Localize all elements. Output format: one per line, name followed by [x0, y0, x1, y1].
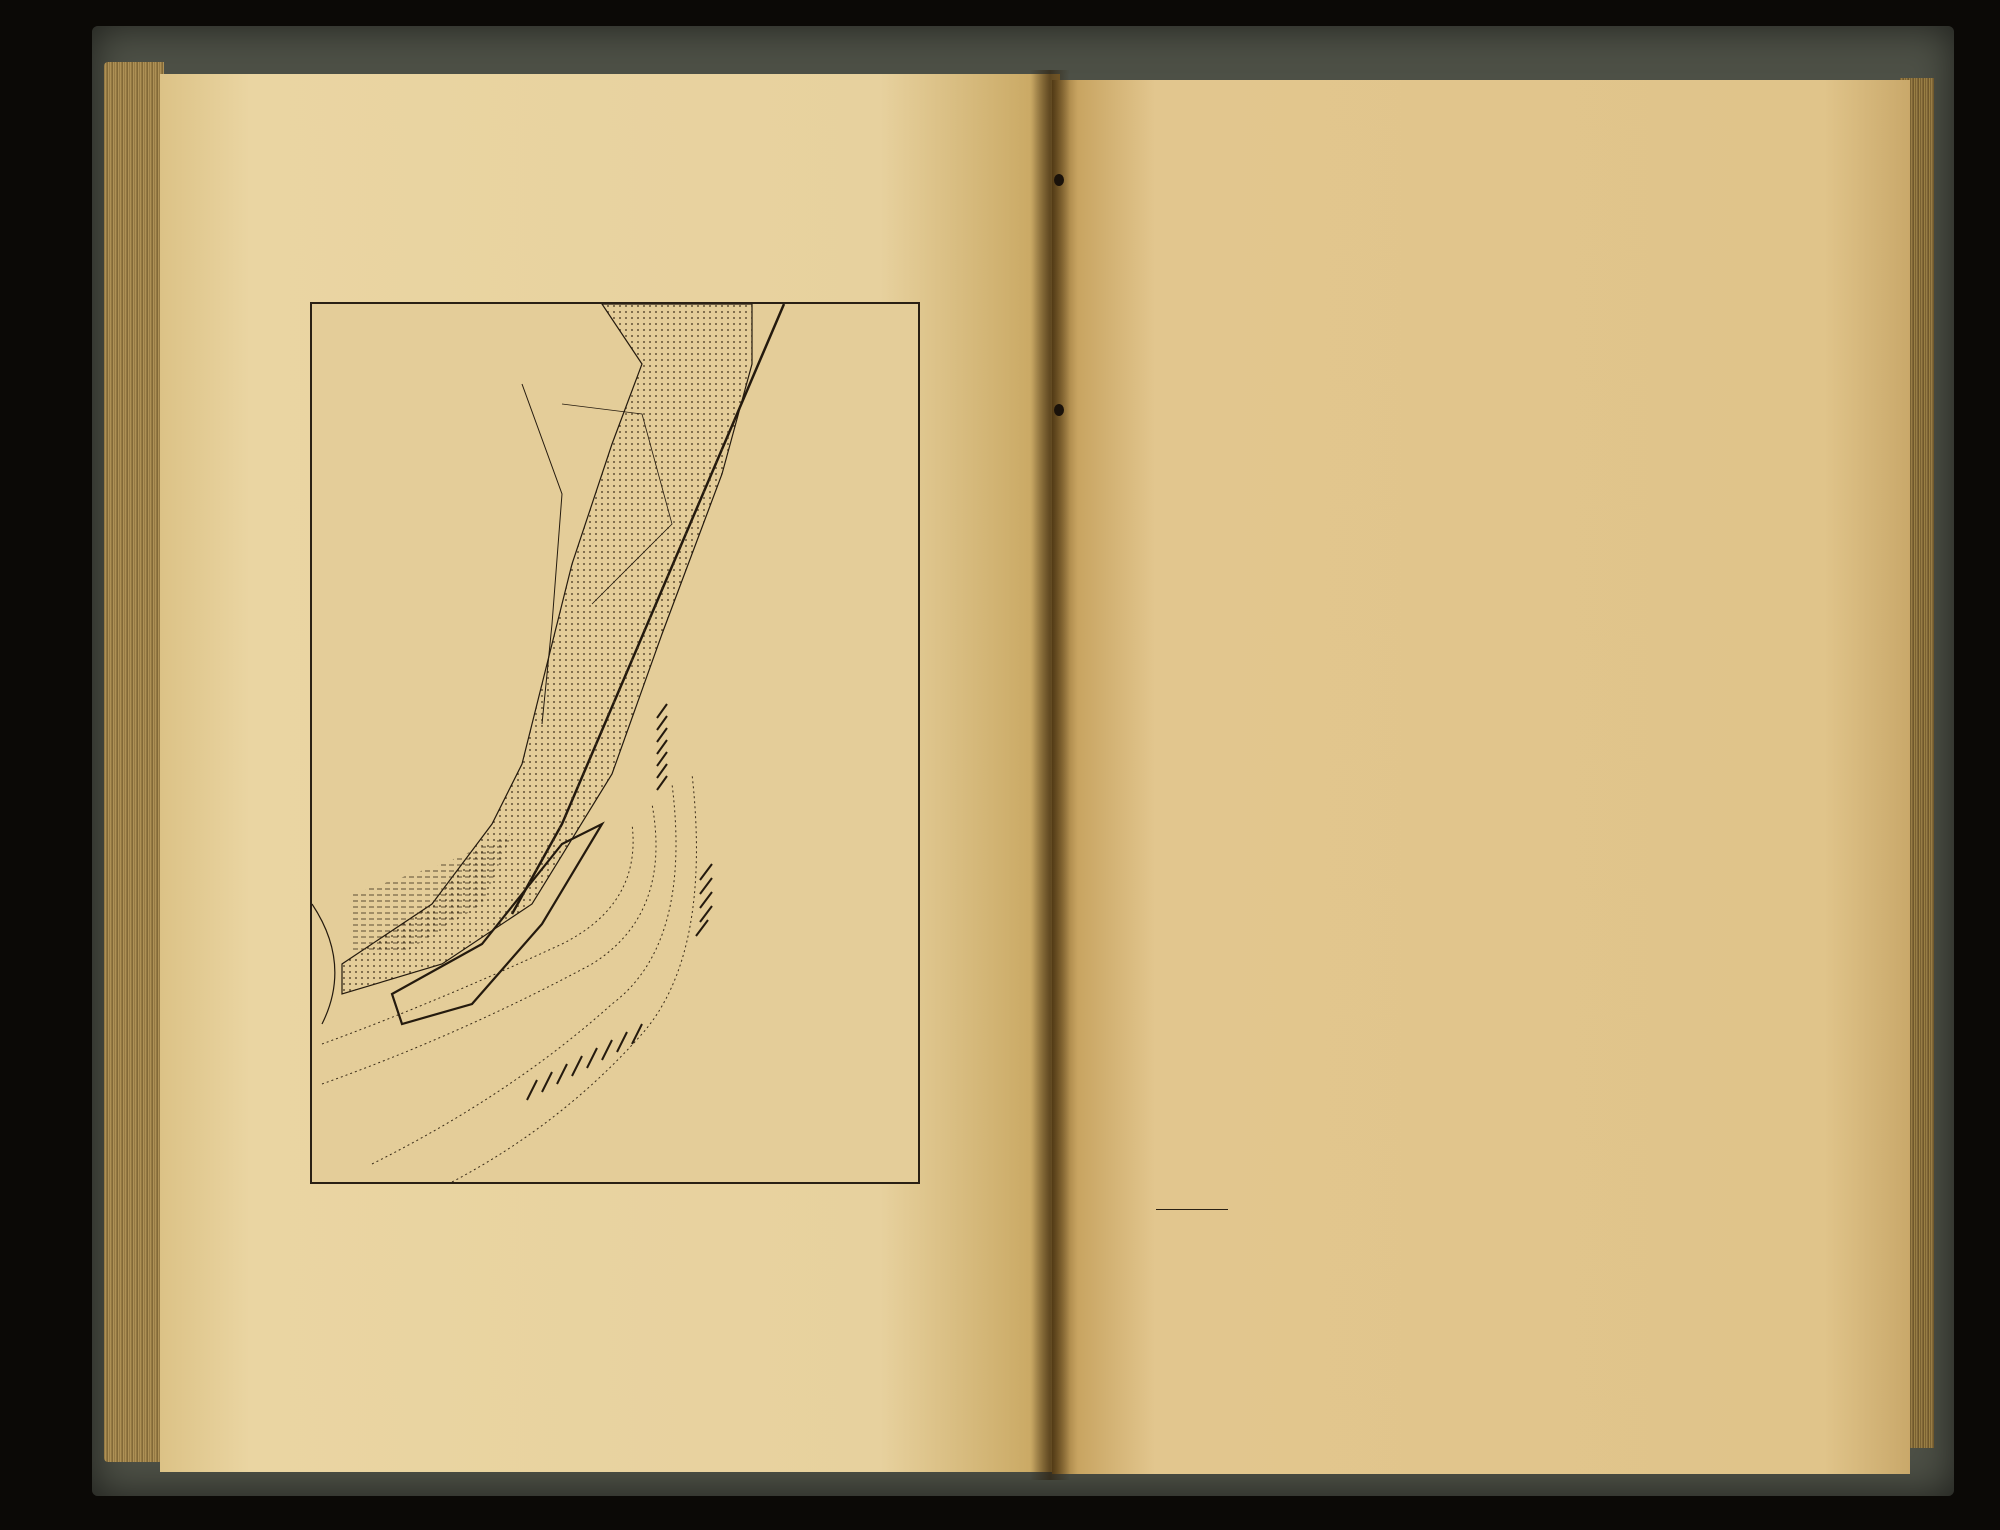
footnote-rule — [1156, 1209, 1228, 1210]
binding-hole — [1054, 174, 1064, 186]
page-edges-left — [104, 62, 164, 1462]
right-page — [1052, 80, 1910, 1474]
book-gutter — [1030, 70, 1070, 1480]
binding-hole — [1054, 404, 1064, 416]
map-drawing — [312, 304, 918, 1182]
map-illustration — [310, 302, 920, 1184]
